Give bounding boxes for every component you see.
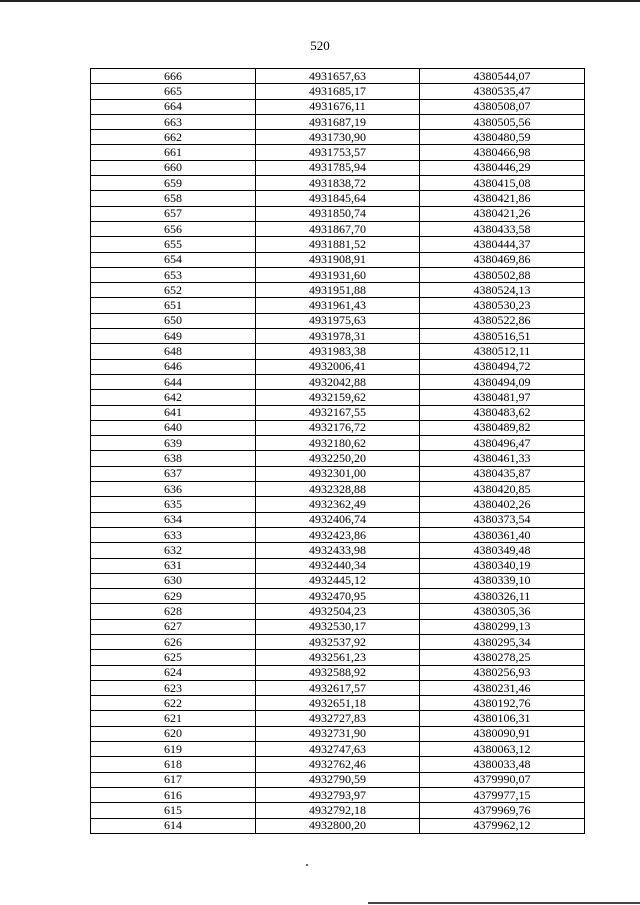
point-number-cell: 664 [91,99,256,114]
point-number-cell: 628 [91,604,256,619]
point-number-cell: 641 [91,405,256,420]
table-row [91,176,585,191]
point-number-cell: 665 [91,84,256,99]
y-coordinate-cell: 4380502,88 [420,267,585,282]
point-number-cell: 651 [91,298,256,313]
point-number-cell: 620 [91,726,256,741]
point-number-cell: 636 [91,482,256,497]
x-coordinate-cell: 4931961,43 [256,298,420,313]
x-coordinate-cell: 4932561,23 [256,650,420,665]
point-number-cell: 666 [91,69,256,84]
x-coordinate-cell: 4932793,97 [256,787,420,802]
table-row [91,512,585,527]
point-number-cell: 629 [91,589,256,604]
y-coordinate-cell: 4380483,62 [420,405,585,420]
y-coordinate-cell: 4380402,26 [420,497,585,512]
table-row [91,696,585,711]
y-coordinate-cell: 4380326,11 [420,589,585,604]
x-coordinate-cell: 4932423,86 [256,527,420,542]
y-coordinate-cell: 4380508,07 [420,99,585,114]
table-row [91,772,585,787]
x-coordinate-cell: 4931951,88 [256,283,420,298]
x-coordinate-cell: 4931785,94 [256,160,420,175]
y-coordinate-cell: 4380373,54 [420,512,585,527]
y-coordinate-cell: 4379969,76 [420,803,585,818]
point-number-cell: 650 [91,313,256,328]
y-coordinate-cell: 4380063,12 [420,742,585,757]
x-coordinate-cell: 4932800,20 [256,818,420,833]
y-coordinate-cell: 4380339,10 [420,573,585,588]
coordinates-table [90,68,585,834]
point-number-cell: 640 [91,420,256,435]
x-coordinate-cell: 4932433,98 [256,543,420,558]
table-row [91,757,585,772]
table-row [91,726,585,741]
point-number-cell: 654 [91,252,256,267]
x-coordinate-cell: 4932180,62 [256,436,420,451]
y-coordinate-cell: 4379977,15 [420,787,585,802]
point-number-cell: 637 [91,466,256,481]
y-coordinate-cell: 4380192,76 [420,696,585,711]
x-coordinate-cell: 4932328,88 [256,482,420,497]
x-coordinate-cell: 4932747,63 [256,742,420,757]
x-coordinate-cell: 4931845,64 [256,191,420,206]
x-coordinate-cell: 4932176,72 [256,420,420,435]
x-coordinate-cell: 4932006,41 [256,359,420,374]
point-number-cell: 652 [91,283,256,298]
table-row [91,69,585,84]
point-number-cell: 644 [91,374,256,389]
point-number-cell: 639 [91,436,256,451]
x-coordinate-cell: 4932731,90 [256,726,420,741]
table-row [91,252,585,267]
point-number-cell: 623 [91,680,256,695]
y-coordinate-cell: 4380480,59 [420,130,585,145]
point-number-cell: 638 [91,451,256,466]
table-row [91,114,585,129]
table-row [91,451,585,466]
point-number-cell: 615 [91,803,256,818]
x-coordinate-cell: 4932530,17 [256,619,420,634]
table-row [91,99,585,114]
y-coordinate-cell: 4380524,13 [420,283,585,298]
y-coordinate-cell: 4380516,51 [420,329,585,344]
table-row [91,573,585,588]
x-coordinate-cell: 4931838,72 [256,176,420,191]
point-number-cell: 648 [91,344,256,359]
y-coordinate-cell: 4379962,12 [420,818,585,833]
x-coordinate-cell: 4932445,12 [256,573,420,588]
x-coordinate-cell: 4932504,23 [256,604,420,619]
point-number-cell: 661 [91,145,256,160]
table-row [91,390,585,405]
point-number-cell: 653 [91,267,256,282]
y-coordinate-cell: 4380349,48 [420,543,585,558]
x-coordinate-cell: 4932159,62 [256,390,420,405]
y-coordinate-cell: 4380420,85 [420,482,585,497]
point-number-cell: 625 [91,650,256,665]
point-number-cell: 646 [91,359,256,374]
point-number-cell: 619 [91,742,256,757]
y-coordinate-cell: 4380415,08 [420,176,585,191]
y-coordinate-cell: 4380305,36 [420,604,585,619]
x-coordinate-cell: 4932617,57 [256,680,420,695]
y-coordinate-cell: 4380535,47 [420,84,585,99]
table-row [91,711,585,726]
table-row [91,206,585,221]
x-coordinate-cell: 4931975,63 [256,313,420,328]
table-row [91,527,585,542]
table-row [91,344,585,359]
x-coordinate-cell: 4931881,52 [256,237,420,252]
y-coordinate-cell: 4380494,72 [420,359,585,374]
x-coordinate-cell: 4932250,20 [256,451,420,466]
table-row [91,313,585,328]
x-coordinate-cell: 4931978,31 [256,329,420,344]
y-coordinate-cell: 4380489,82 [420,420,585,435]
point-number-cell: 616 [91,787,256,802]
point-number-cell: 627 [91,619,256,634]
point-number-cell: 630 [91,573,256,588]
coordinates-table-body [91,69,585,834]
table-row [91,650,585,665]
y-coordinate-cell: 4380361,40 [420,527,585,542]
scan-artifact-dot [306,864,308,866]
x-coordinate-cell: 4931908,91 [256,252,420,267]
x-coordinate-cell: 4931685,17 [256,84,420,99]
y-coordinate-cell: 4380505,56 [420,114,585,129]
y-coordinate-cell: 4379990,07 [420,772,585,787]
table-row [91,359,585,374]
x-coordinate-cell: 4931657,63 [256,69,420,84]
x-coordinate-cell: 4932792,18 [256,803,420,818]
y-coordinate-cell: 4380544,07 [420,69,585,84]
x-coordinate-cell: 4932470,95 [256,589,420,604]
x-coordinate-cell: 4932588,92 [256,665,420,680]
table-row [91,130,585,145]
point-number-cell: 642 [91,390,256,405]
point-number-cell: 632 [91,543,256,558]
y-coordinate-cell: 4380256,93 [420,665,585,680]
table-row [91,267,585,282]
y-coordinate-cell: 4380466,98 [420,145,585,160]
y-coordinate-cell: 4380512,11 [420,344,585,359]
table-row [91,665,585,680]
point-number-cell: 660 [91,160,256,175]
table-row [91,283,585,298]
table-row [91,558,585,573]
table-row [91,160,585,175]
table-row [91,497,585,512]
point-number-cell: 614 [91,818,256,833]
table-row [91,803,585,818]
x-coordinate-cell: 4931676,11 [256,99,420,114]
y-coordinate-cell: 4380421,86 [420,191,585,206]
x-coordinate-cell: 4932762,46 [256,757,420,772]
x-coordinate-cell: 4931730,90 [256,130,420,145]
table-row [91,237,585,252]
point-number-cell: 626 [91,634,256,649]
point-number-cell: 622 [91,696,256,711]
table-row [91,543,585,558]
y-coordinate-cell: 4380435,87 [420,466,585,481]
table-row [91,466,585,481]
x-coordinate-cell: 4932790,59 [256,772,420,787]
x-coordinate-cell: 4932440,34 [256,558,420,573]
point-number-cell: 635 [91,497,256,512]
x-coordinate-cell: 4932042,88 [256,374,420,389]
y-coordinate-cell: 4380106,31 [420,711,585,726]
y-coordinate-cell: 4380278,25 [420,650,585,665]
table-row [91,680,585,695]
y-coordinate-cell: 4380496,47 [420,436,585,451]
table-row [91,145,585,160]
y-coordinate-cell: 4380530,23 [420,298,585,313]
point-number-cell: 624 [91,665,256,680]
x-coordinate-cell: 4931687,19 [256,114,420,129]
point-number-cell: 662 [91,130,256,145]
table-row [91,742,585,757]
page-number: 520 [310,38,330,53]
x-coordinate-cell: 4932537,92 [256,634,420,649]
point-number-cell: 663 [91,114,256,129]
y-coordinate-cell: 4380299,13 [420,619,585,634]
point-number-cell: 649 [91,329,256,344]
y-coordinate-cell: 4380433,58 [420,221,585,236]
x-coordinate-cell: 4931867,70 [256,221,420,236]
table-row [91,436,585,451]
point-number-cell: 631 [91,558,256,573]
x-coordinate-cell: 4931753,57 [256,145,420,160]
x-coordinate-cell: 4931983,38 [256,344,420,359]
y-coordinate-cell: 4380446,29 [420,160,585,175]
x-coordinate-cell: 4932651,18 [256,696,420,711]
table-row [91,619,585,634]
x-coordinate-cell: 4932362,49 [256,497,420,512]
point-number-cell: 621 [91,711,256,726]
x-coordinate-cell: 4932727,83 [256,711,420,726]
y-coordinate-cell: 4380295,34 [420,634,585,649]
y-coordinate-cell: 4380469,86 [420,252,585,267]
y-coordinate-cell: 4380481,97 [420,390,585,405]
table-row [91,420,585,435]
point-number-cell: 655 [91,237,256,252]
y-coordinate-cell: 4380522,86 [420,313,585,328]
scan-edge-top [0,0,640,2]
point-number-cell: 633 [91,527,256,542]
table-row [91,221,585,236]
table-row [91,84,585,99]
point-number-cell: 634 [91,512,256,527]
point-number-cell: 618 [91,757,256,772]
x-coordinate-cell: 4932406,74 [256,512,420,527]
y-coordinate-cell: 4380231,46 [420,680,585,695]
table-row [91,191,585,206]
y-coordinate-cell: 4380494,09 [420,374,585,389]
y-coordinate-cell: 4380340,19 [420,558,585,573]
x-coordinate-cell: 4931850,74 [256,206,420,221]
table-row [91,329,585,344]
point-number-cell: 658 [91,191,256,206]
table-row [91,604,585,619]
y-coordinate-cell: 4380444,37 [420,237,585,252]
table-row [91,374,585,389]
table-row [91,298,585,313]
y-coordinate-cell: 4380461,33 [420,451,585,466]
point-number-cell: 657 [91,206,256,221]
y-coordinate-cell: 4380421,26 [420,206,585,221]
x-coordinate-cell: 4932167,55 [256,405,420,420]
point-number-cell: 659 [91,176,256,191]
table-row [91,787,585,802]
table-row [91,405,585,420]
x-coordinate-cell: 4931931,60 [256,267,420,282]
point-number-cell: 617 [91,772,256,787]
table-row [91,818,585,833]
table-row [91,482,585,497]
table-row [91,634,585,649]
point-number-cell: 656 [91,221,256,236]
scan-edge-bottom [368,902,640,904]
table-row [91,589,585,604]
y-coordinate-cell: 4380033,48 [420,757,585,772]
y-coordinate-cell: 4380090,91 [420,726,585,741]
x-coordinate-cell: 4932301,00 [256,466,420,481]
